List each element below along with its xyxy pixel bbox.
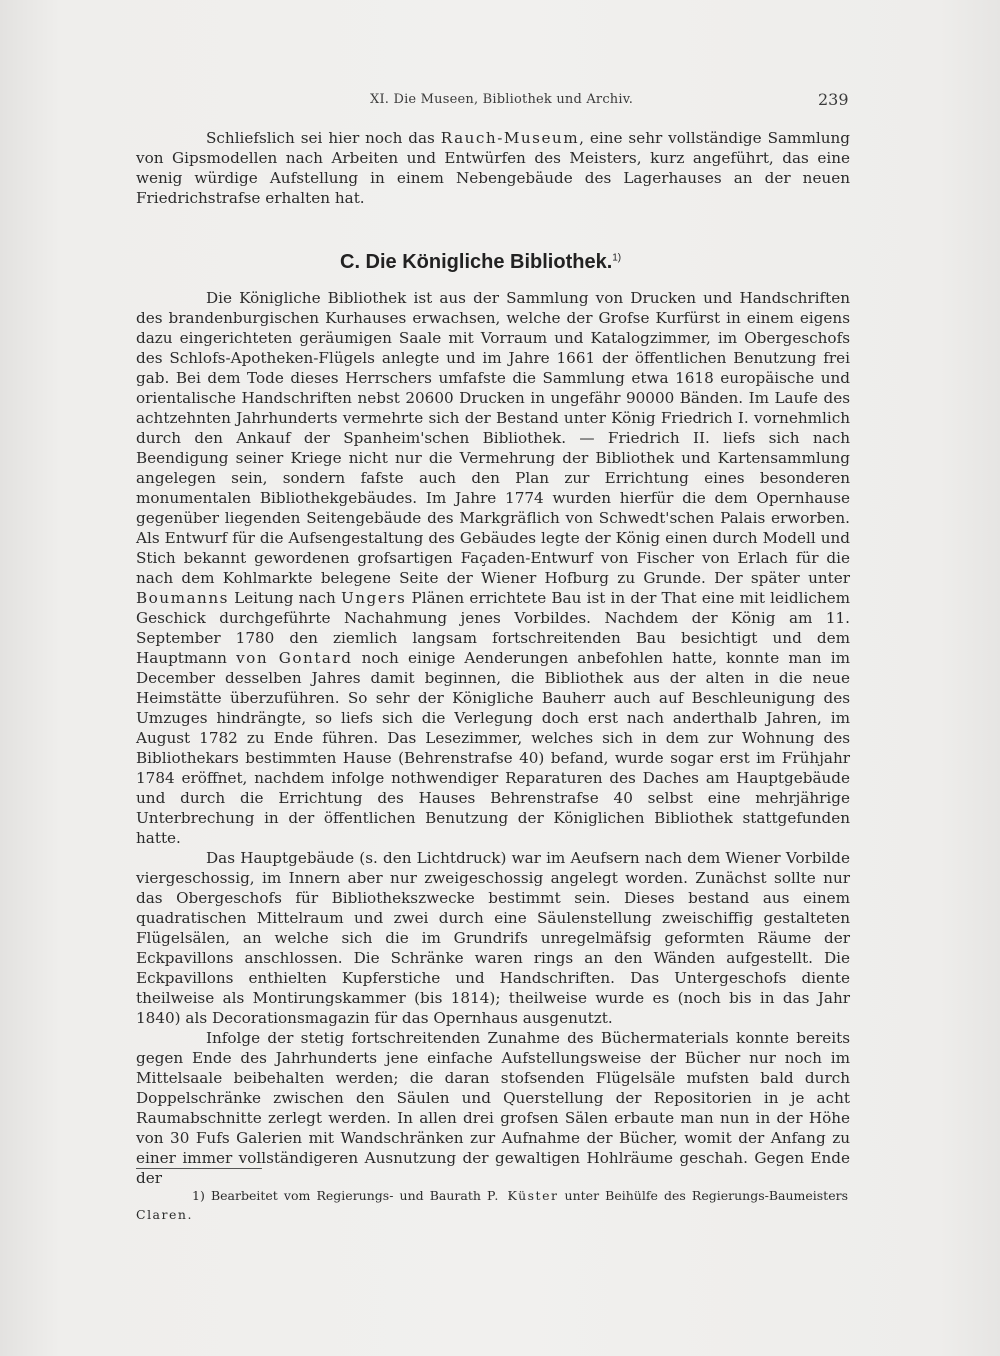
main-text bbox=[136, 288, 850, 1188]
rauch-museum-name: Rauch-Museum bbox=[440, 129, 580, 147]
paragraph-history-text-3: Plänen errichtete Bau ist in der That eine mit leidlichem Geschick durchgeführte Nachahmung jenes Vorbildes. Nachdem der König am 11. September 1780 den ziemlich langsam fortschreitenden Bau besichtigt und dem Hauptmann bbox=[136, 589, 850, 667]
footnote bbox=[136, 1186, 848, 1224]
name-boumanns: Boumanns bbox=[136, 589, 229, 607]
intro-paragraph bbox=[136, 128, 850, 208]
footnote-marker: 1) bbox=[192, 1188, 205, 1203]
intro-text-1: Schliefslich sei hier noch das bbox=[206, 129, 441, 147]
footnote-divider bbox=[136, 1168, 262, 1169]
footnote-reference: 1) bbox=[612, 252, 622, 264]
page-number: 239 bbox=[818, 90, 849, 109]
name-claren: Claren bbox=[136, 1207, 188, 1222]
footnote-text-1: Bearbeitet vom Regierungs- und Baurath bbox=[210, 1188, 488, 1203]
paragraph-history-text-4: noch einige Aenderungen anbefohlen hatte, konnte man im December desselben Jahres damit beginnen, die Bibliothek aus der alten in die neue Heimstätte überzuführen. So sehr der Königliche Bauherr auch auf Beschleunigung des Umzuges hindrängte, so liefs sich die Verlegung doch erst nach anderthalb Jahren, im August 1782 zu Ende führen. Das Lesezimmer, welches sich in dem zur Wohnung des Bibliothekars bestimmten Hause (Behrenstrafse 40) befand, wurde sogar erst im Frühjahr 1784 eröffnet, nachdem infolge nothwendiger Reparaturen des Daches am Hauptgebäude und durch die Errichtung des Hauses Behrenstrafse 40 selbst eine mehrjährige Unterbrechung in der öffentlichen Benutzung der Königlichen Bibliothek stattgefunden hatte. bbox=[136, 649, 850, 847]
paragraph-history-text-2: Leitung nach bbox=[228, 589, 341, 607]
paragraph-main-building: Das Hauptgebäude (s. den Lichtdruck) war im Aeufsern nach dem Wiener Vorbilde viergeschossig, im Innern aber nur zweigeschossig angelegt worden. Zunächst sollte nur das Obergeschofs für Bibliothekszwecke bestimmt sein. Dieses bestand aus einem quadratischen Mittelraum und zwei durch eine Säulenstellung zweischiffig gestalteten Flügelsälen, an welche sich die im Grundrifs unregelmäfsig geformten Räume der Eckpavillons anschlossen. Die Schränke waren rings an den Wänden aufgestellt. Die Eckpavillons enthielten Kupferstiche und Handschriften. Das Untergeschofs diente theilweise als Montirungskammer (bis 1814); theilweise wurde es (noch bis in das Jahr 1840) als Decorationsmagazin für das Opernhaus ausgenutzt. bbox=[136, 849, 850, 1027]
paragraph-history bbox=[136, 288, 850, 848]
footnote-text-2: unter Beihülfe des Regierungs-Baumeisters bbox=[558, 1188, 848, 1203]
section-heading bbox=[340, 251, 621, 274]
section-title: C. Die Königliche Bibliothek. bbox=[340, 251, 613, 273]
paragraph-expansion: Infolge der stetig fortschreitenden Zunahme des Büchermaterials konnte bereits gegen Ende des Jahrhunderts jene einfache Aufstellungsweise der Bücher nur noch im Mittelsaale beibehalten werden; die daran stofsenden Flügelsäle mufsten bald durch Doppelschränke zwischen den Säulen und Querstellung der Repositorien in je acht Raumabschnitte zerlegt werden. In allen drei grofsen Sälen erbaute man nun in der Höhe von 30 Fufs Galerien mit Wandschränken zur Aufnahme der Bücher, womit der Anfang zu einer immer vollständigeren Ausnutzung der gewaltigen Hohlräume geschah. Gegen Ende der bbox=[136, 1029, 850, 1187]
name-kuester: P. Küster bbox=[487, 1188, 559, 1203]
name-gontard: von Gontard bbox=[236, 649, 353, 667]
footnote-text-3: . bbox=[187, 1207, 192, 1222]
paragraph-history-text-1: Die Königliche Bibliothek ist aus der Sammlung von Drucken und Handschriften des brandenburgischen Kurhauses erwachsen, welche der Grofse Kurfürst in einem eigens dazu eingerichteten geräumigen Saale mit Vorraum und Katalogzimmer, im Obergeschofs des Schlofs-Apotheken-Flügels anlegte und im Jahre 1661 der öffentlichen Benutzung frei gab. Bei dem Tode dieses Herrschers umfafste die Sammlung etwa 1618 europäische und orientalische Handschriften nebst 20600 Drucken in ungefähr 90000 Bänden. Im Laufe des achtzehnten Jahrhunderts vermehrte sich der Bestand unter König Friedrich I. vornehmlich durch den Ankauf der Spanheim'schen Bibliothek. — Friedrich II. liefs sich nach Beendigung seiner Kriege nicht nur die Vermehrung der Bibliothek und Kartensammlung angelegen sein, sondern fafste auch den Plan zur Errichtung eines besonderen monumentalen Bibliothekgebäudes. Im Jahre 1774 wurden hierfür die dem Opernhause gegenüber liegenden Seitengebäude des Markgräflich von Schwedt'schen Palais erworben. Als Entwurf für die Aufsengestaltung des Gebäudes legte der König einen durch Modell und Stich bekannt gewordenen grofsartigen Façaden-Entwurf von Fischer von Erlach für die nach dem Kohlmarkte belegene Seite der Wiener Hofburg zu Grunde. Der später unter bbox=[136, 289, 850, 587]
running-header: XI. Die Museen, Bibliothek und Archiv. bbox=[370, 92, 634, 107]
intro-text-2: , eine sehr vollständige Sammlung von Gipsmodellen nach Arbeiten und Entwürfen des Meisters, kurz angeführt, das eine wenig würdige Aufstellung in einem Nebengebäude des Lagerhauses an der neuen Friedrichstrafse erhalten hat. bbox=[136, 129, 850, 207]
name-ungers: Ungers bbox=[340, 589, 407, 607]
